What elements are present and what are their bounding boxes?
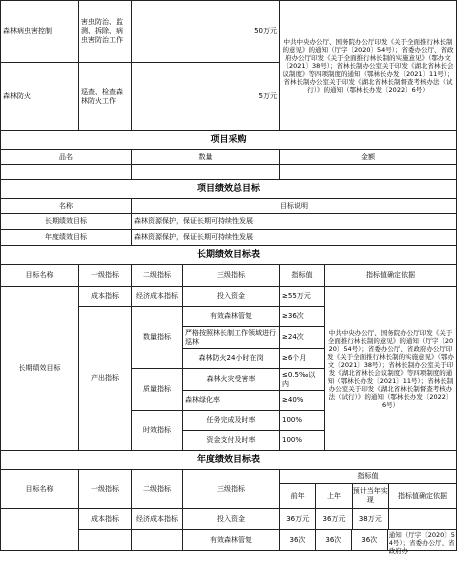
value-current: 36次 [352, 530, 388, 550]
annual-title-row [1, 451, 457, 470]
second-level [132, 530, 183, 551]
col-header: 目标名称 [1, 265, 79, 287]
value-current: 38万元 [353, 509, 389, 529]
third-level: 投入资金 [183, 509, 280, 530]
col-header: 指标值 [280, 265, 325, 287]
col-header: 指标值 [280, 470, 457, 484]
col-header: 金额 [280, 150, 457, 165]
indicator-basis: 中共中央办公厅、国务院办公厅印发《关于全面推行林长制的意见》的通知（厅字〔2020〕54号）；省委办公厅、省政府办公厅印发《关于全面推行林长制的实施意见》（鄂办文〔2021〕38号）；省林长制办公室关于印发《湖北省林长会议制度》等四项制度的通知（鄂林长办发〔2021〕11号）；省林长制办公室关于印发《湖北省林长制督查考核办法（试行）》的通知（鄂林长办发〔2022〕6号） [325, 287, 457, 451]
indicator-value: ≤0.5‰以内 [280, 369, 325, 391]
first-level: 成本指标 [79, 509, 132, 530]
section-title: 项目采购 [1, 131, 457, 150]
third-level: 资金支付及时率 [183, 431, 280, 451]
task-basis: 中共中央办公厅、国务院办公厅印发《关于全面推行林长制的意见》的通知（厅字〔2020〕54号）；省委办公厅、省政府办公厅印发《关于全面推行林长制的实施意见》（鄂办文〔2021〕38号）；省林长制办公室关于印发《湖北省林长会议制度》等四项制度的通知（鄂林长办发〔2021〕11号）；省林长制办公室关于印发《湖北省林长制督查考核办法（试行）》的通知（鄂林长办发〔2022〕6号） [280, 1, 457, 131]
col-header: 一级指标 [79, 470, 132, 509]
section-title: 项目绩效总目标 [1, 180, 457, 199]
overall-row [1, 214, 457, 230]
indicator-value: ≥6个月 [280, 349, 325, 369]
col-header: 目标说明 [132, 199, 457, 214]
task-amount: 5万元 [132, 63, 280, 131]
procurement-header-row [1, 150, 457, 165]
sub-header: 上年 [316, 484, 352, 508]
second-level: 质量指标 [132, 369, 183, 411]
task-name: 森林病虫害控制 [1, 1, 79, 63]
task-amount: 50万元 [132, 1, 280, 63]
col-header: 二级指标 [132, 470, 183, 509]
col-header: 一级指标 [79, 265, 132, 287]
empty-cell [280, 165, 457, 180]
annual-values [280, 509, 457, 530]
first-level: 产出指标 [79, 307, 132, 451]
third-level: 任务完成及时率 [183, 411, 280, 431]
annual-basis: 通知（厅字〔2020〕54号）；省委办公厅、省政府办 [388, 531, 455, 555]
first-level: 成本指标 [79, 287, 132, 307]
value-prev1: 36万元 [316, 509, 352, 529]
indicator-value: ≥55万元 [280, 287, 325, 307]
annual-row [1, 509, 457, 530]
third-level: 有效森林管复 [183, 530, 280, 551]
value-subheaders [280, 484, 457, 509]
third-level: 严格按照林长制工作领域进行巡林 [183, 327, 280, 349]
target-name [1, 509, 79, 551]
indicator-value: 100% [280, 411, 325, 431]
goal-name: 长期绩效目标 [1, 214, 132, 230]
longterm-header-row [1, 265, 457, 287]
third-level: 森林绿化率 [183, 391, 280, 411]
third-level: 森林火灾受害率 [183, 369, 280, 391]
value-prev2: 36次 [280, 530, 316, 550]
section-title: 长期绩效目标表 [1, 246, 457, 265]
third-level: 有效森林管复 [183, 307, 280, 327]
basis-empty [389, 509, 456, 529]
task-content: 巡查、检查森林防火工作 [79, 63, 132, 131]
annual-values [280, 530, 457, 555]
second-level: 经济成本指标 [132, 509, 183, 530]
second-level: 数量指标 [132, 307, 183, 369]
longterm-title-row [1, 246, 457, 265]
value-prev1: 36次 [316, 530, 352, 550]
first-level [79, 530, 132, 551]
col-header: 二级指标 [132, 265, 183, 287]
indicator-value: ≥40% [280, 391, 325, 411]
sub-header: 预计当年实现 [353, 484, 389, 508]
indicator-value: ≥24次 [280, 327, 325, 349]
goal-desc: 森林资源保护，保证长期可持续性发展 [132, 230, 457, 246]
col-header: 数量 [132, 150, 280, 165]
col-header: 目标名称 [1, 470, 79, 509]
sub-header: 指标值确定依据 [397, 491, 447, 500]
col-header: 三级指标 [183, 470, 280, 509]
indicator-row [1, 287, 457, 307]
annual-header-row [1, 470, 457, 484]
goal-desc: 森林资源保护，保证长期可持续性发展 [132, 214, 457, 230]
value-prev2: 36万元 [280, 509, 316, 529]
empty-cell [132, 165, 280, 180]
indicator-value: ≥36次 [280, 307, 325, 327]
col-header: 三级指标 [183, 265, 280, 287]
task-content: 害虫防治、监测、拆除、病虫害防治工作 [79, 1, 132, 63]
third-level: 投入资金 [183, 287, 280, 307]
sub-header: 前年 [280, 484, 316, 508]
section-title: 年度绩效目标表 [1, 451, 457, 470]
second-level: 经济成本指标 [132, 287, 183, 307]
empty-cell [1, 165, 132, 180]
col-header: 品名 [1, 150, 132, 165]
overall-header-row [1, 199, 457, 214]
col-header: 名称 [1, 199, 132, 214]
indicator-value: 100% [280, 431, 325, 451]
second-level: 时效指标 [132, 411, 183, 451]
third-level: 森林防火24小时在岗 [183, 349, 280, 369]
task-name: 森林防火 [1, 63, 79, 131]
procurement-empty-row [1, 165, 457, 180]
overall-row [1, 230, 457, 246]
target-name: 长期绩效目标 [1, 287, 79, 451]
col-header: 指标值确定依据 [325, 265, 457, 287]
overall-title-row [1, 180, 457, 199]
task-row-pest-control [1, 1, 457, 63]
procurement-title-row [1, 131, 457, 150]
goal-name: 年度绩效目标 [1, 230, 132, 246]
